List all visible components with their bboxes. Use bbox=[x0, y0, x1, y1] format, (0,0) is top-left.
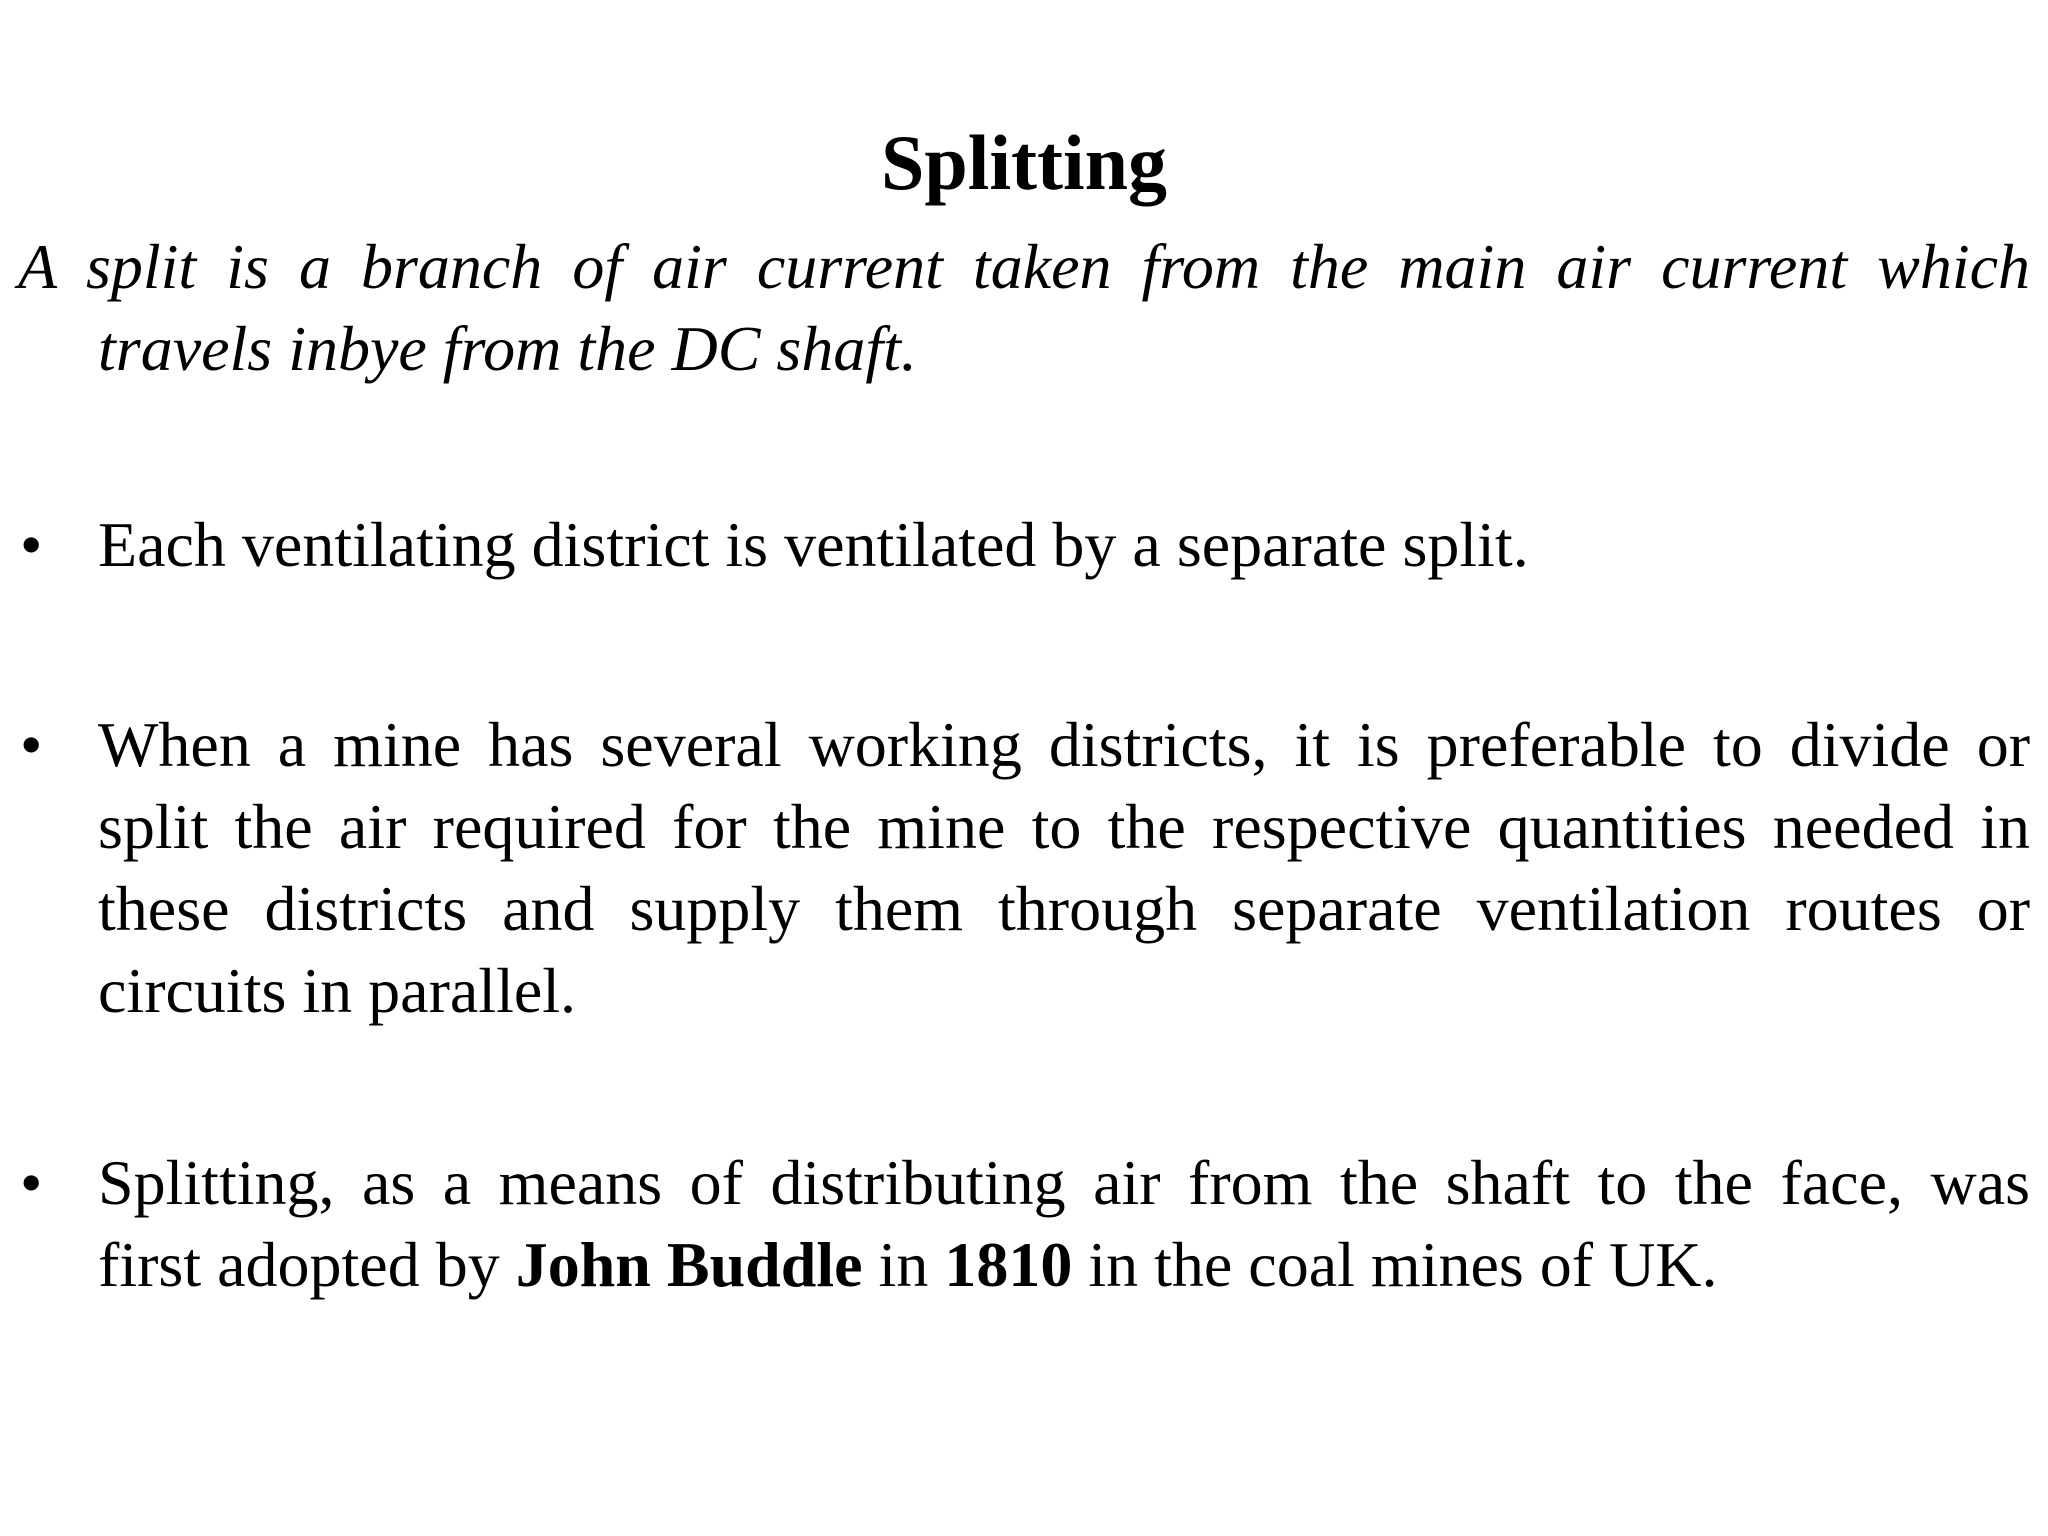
bullet-marker: • bbox=[20, 709, 43, 780]
definition-line-1: A split is a branch of air current taken from the main air current which bbox=[18, 231, 2030, 302]
bullet-line: split the air required for the mine to the respective quantities needed in bbox=[98, 791, 2030, 862]
bullet-line: Each ventilating district is ventilated by a separate split. bbox=[98, 509, 1529, 580]
bullet-marker: • bbox=[20, 1147, 43, 1218]
definition-paragraph bbox=[18, 226, 2030, 390]
year: 1810 bbox=[944, 1229, 1073, 1300]
bullet-text bbox=[98, 504, 2030, 586]
bullet-text bbox=[98, 1142, 2030, 1306]
bullet-line: these districts and supply them through separate ventilation routes or bbox=[98, 873, 2030, 944]
bullet-text bbox=[98, 704, 2030, 1032]
bullet-line: circuits in parallel. bbox=[98, 955, 577, 1026]
bullet-line: When a mine has several working districts, it is preferable to divide or bbox=[98, 709, 2030, 780]
bullet-marker: • bbox=[20, 509, 43, 580]
bullet-line bbox=[98, 1224, 2030, 1306]
slide-title: Splitting bbox=[880, 119, 1168, 206]
bullet-line: Splitting, as a means of distributing air from the shaft to the face, was bbox=[98, 1147, 2030, 1218]
text-segment: first adopted by bbox=[98, 1229, 516, 1300]
definition-line-2: travels inbye from the DC shaft. bbox=[98, 313, 917, 384]
person-name: John Buddle bbox=[515, 1229, 863, 1300]
text-segment: in the coal mines of UK. bbox=[1072, 1229, 1718, 1300]
text-segment: in bbox=[862, 1229, 945, 1300]
